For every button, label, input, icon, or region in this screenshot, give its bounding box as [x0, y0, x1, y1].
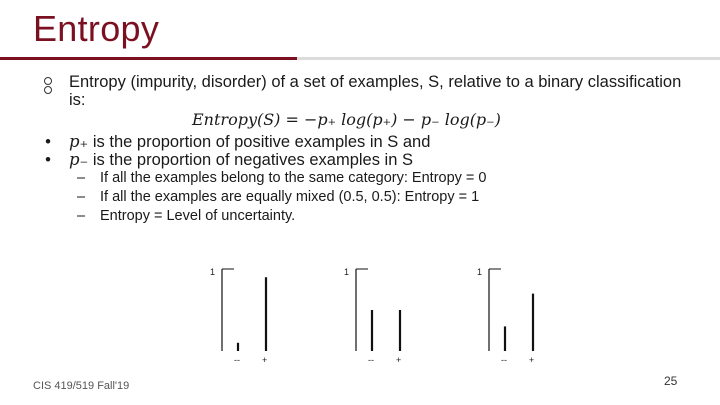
p-minus-symbol: p₋ — [69, 150, 89, 169]
dash-marker: – — [77, 170, 86, 186]
dash-marker: – — [77, 189, 86, 205]
sub-bullet-text: If all the examples are equally mixed (0.5, 0.5): Entropy = 1 — [100, 189, 480, 205]
bullet-marker: • — [45, 151, 51, 169]
slide-title: Entropy — [33, 8, 160, 49]
chart-category-label: -- — [368, 355, 374, 365]
dash-marker: – — [77, 208, 86, 224]
bullet-text: is the proportion of positive examples in S and — [92, 133, 431, 151]
chart-y-tick-label: 1 — [344, 267, 350, 277]
chart-category-label: + — [529, 355, 535, 365]
p-plus-symbol: p₊ — [69, 132, 89, 151]
bullet-text: Entropy (impurity, disorder) of a set of examples, S, relative to a binary classification is: — [69, 73, 682, 109]
page-number: 25 — [664, 374, 678, 388]
bullet-text: is the proportion of negatives examples in S — [92, 151, 413, 169]
chart-y-tick-label: 1 — [477, 267, 483, 277]
chart-category-label: + — [262, 355, 268, 365]
sub-bullet-text: Entropy = Level of uncertainty. — [100, 208, 296, 224]
chart-category-label: + — [396, 355, 402, 365]
entropy-formula: Entropy(S) = −p₊ log(p₊) − p₋ log(p₋) — [192, 110, 501, 129]
chart-category-label: -- — [501, 355, 507, 365]
course-footer: CIS 419/519 Fall'19 — [33, 380, 130, 392]
chart-y-tick-label: 1 — [210, 267, 216, 277]
sub-bullet-text: If all the examples belong to the same category: Entropy = 0 — [100, 170, 487, 186]
chart-category-label: -- — [234, 355, 240, 365]
bullet-marker: • — [45, 133, 51, 151]
